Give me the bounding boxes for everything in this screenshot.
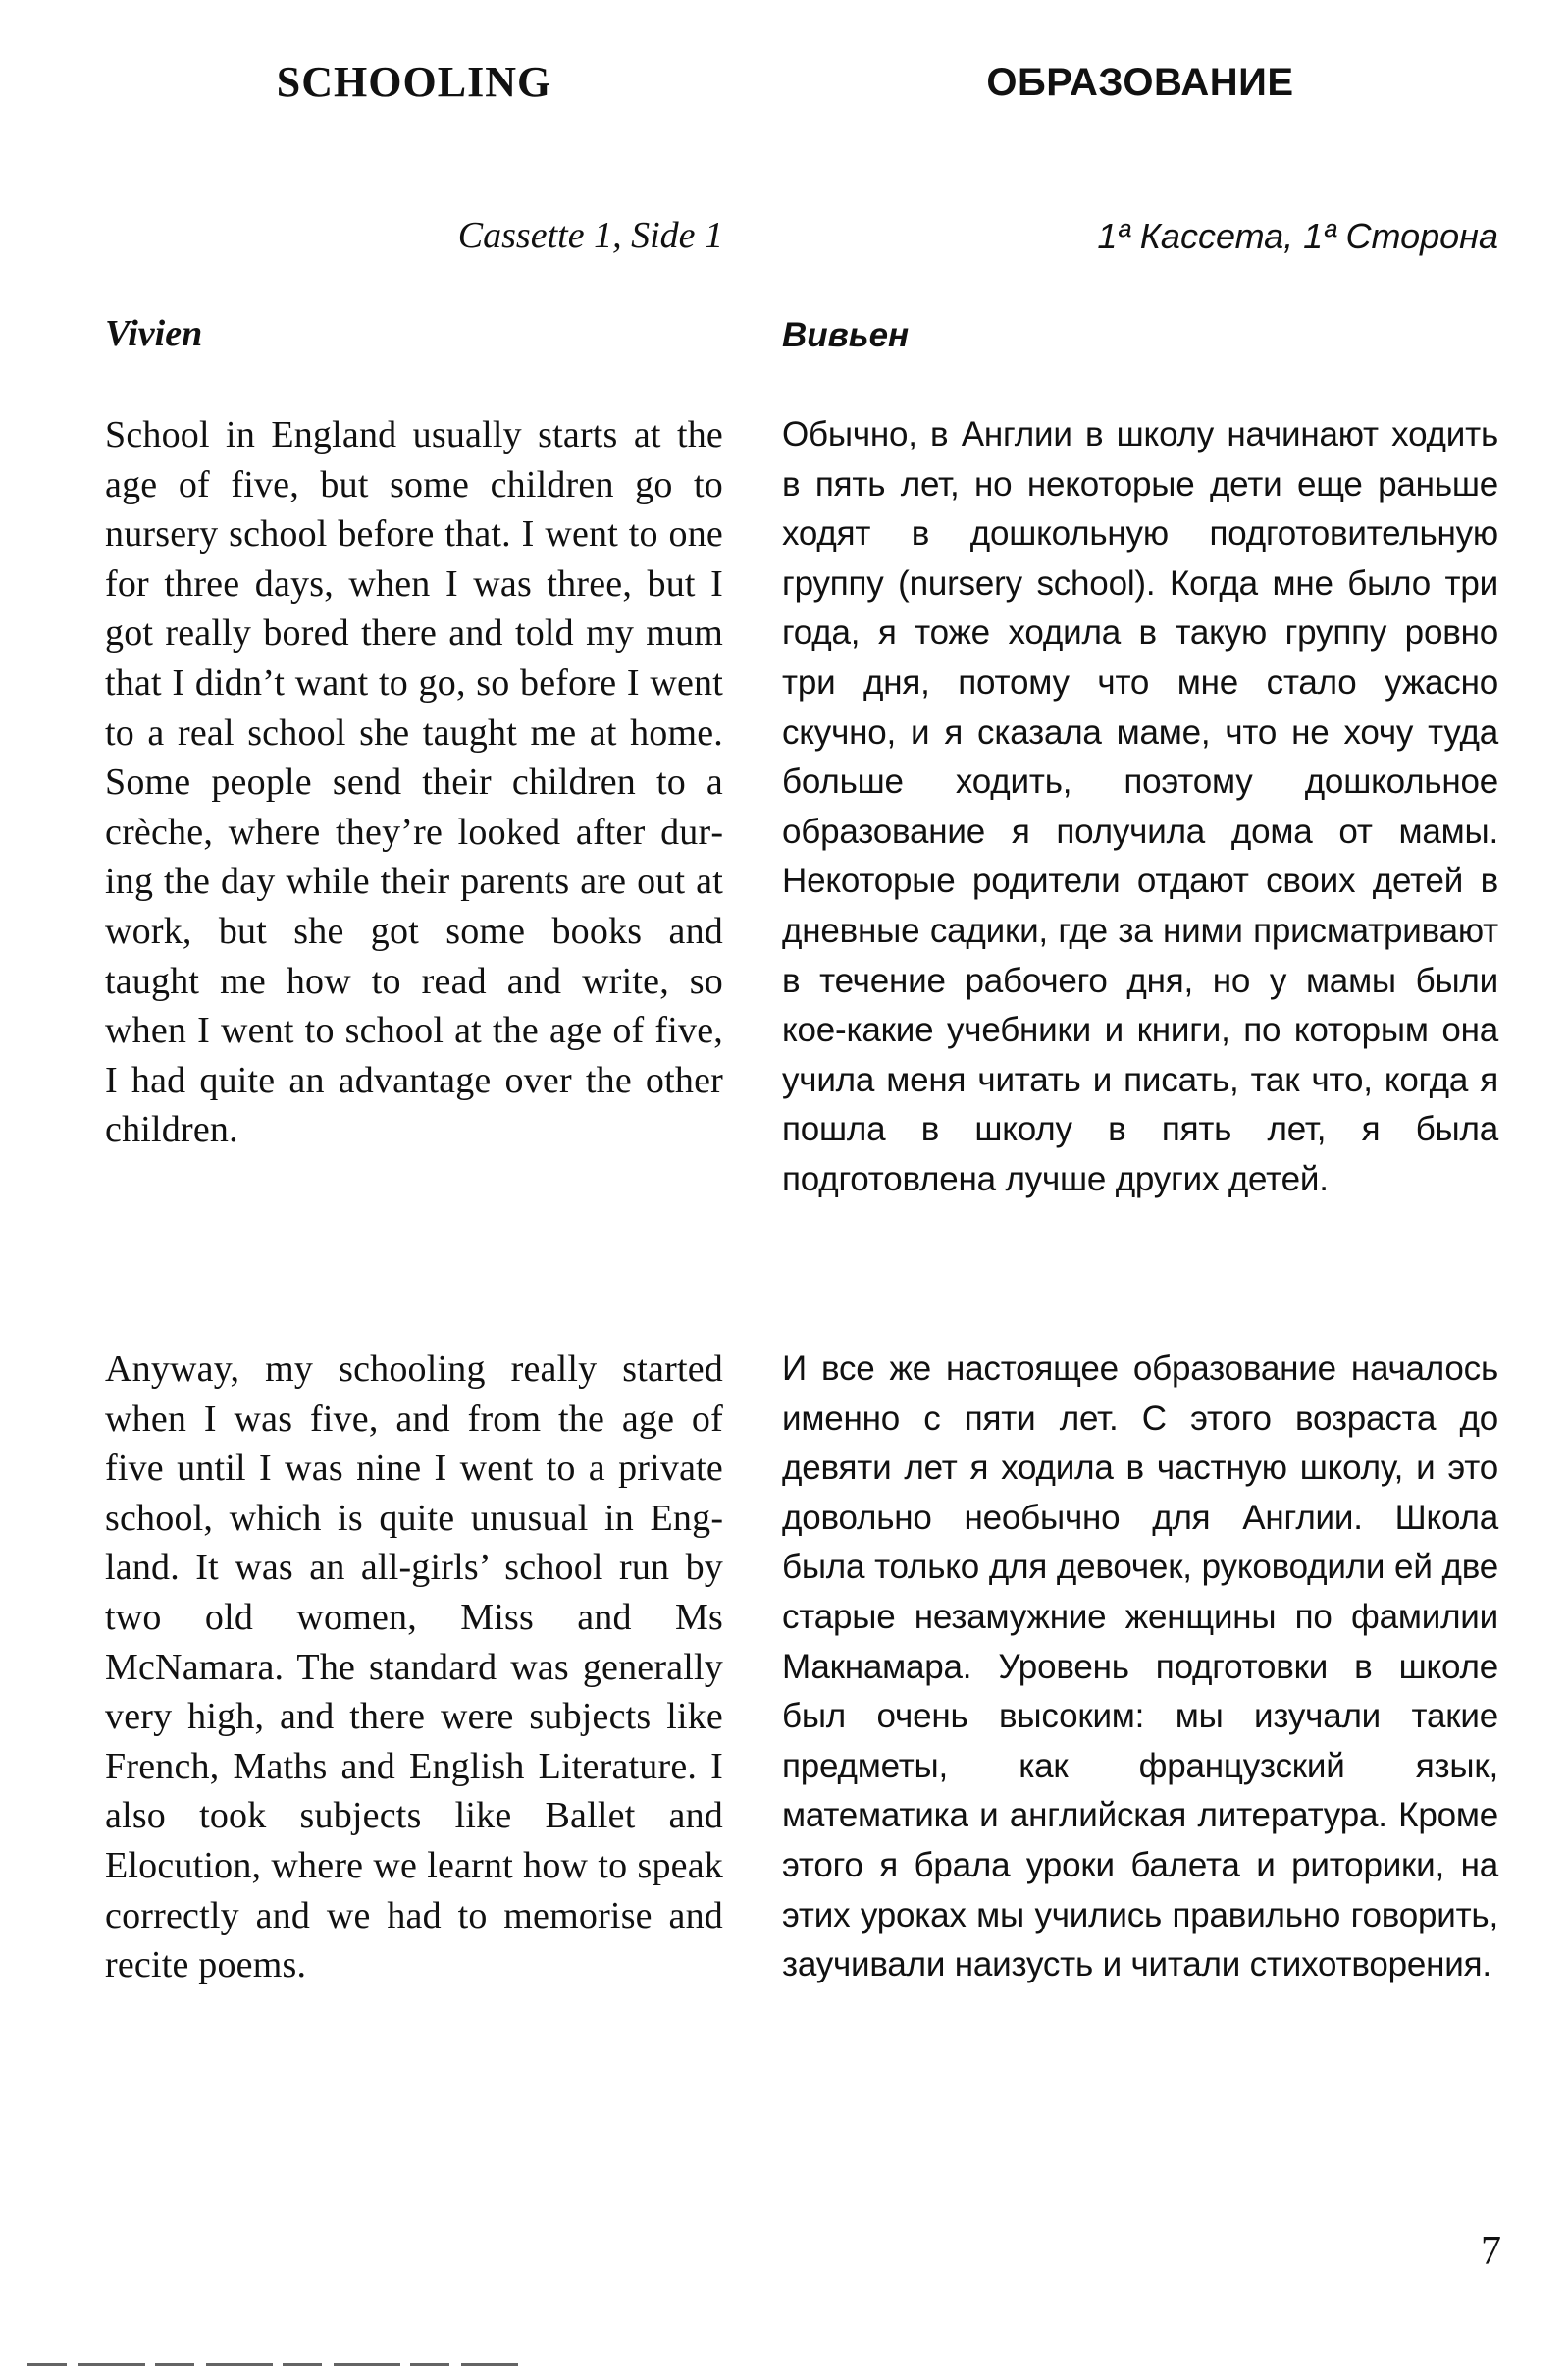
english-paragraph-2: Anyway, my schooling really started when I was five, and from the age of five until I was nine I went to a private school, which is quite unusual in England. It was an all-girls’ school run by two old women, Miss and Ms McNamara. The standard was generally very high, and there were subjects like French, Maths and English Literature. I also took subjects like Ballet and Elocution, where we learnt how to speak correctly and we had to memorise and recite poems.: [105, 1348, 723, 1986]
russian-paragraph-1: Обычно, в Англии в школу начинают ходить в пять лет, но некоторые дети еще раньше ходят в дошкольную подготовительную группу (nursery school). Когда мне было три года, я тоже ходила в такую группу ровно три дня, потому что мне стало ужасно скучно, и я сказала маме, что не хочу туда больше ходить, поэтому дошкольное образование я получила дома от мамы. Некоторые родители отдают своих детей в дневные садики, где за ними присматривают в течение рабочего дня, но у мамы были кое-какие учебники и книги, по которым она учила меня читать и писать, так что, когда я пошла в школу в пять лет, я была подготовлена лучше других детей.: [782, 415, 1498, 1198]
page-number: 7: [1481, 2229, 1501, 2274]
english-paragraph-1: School in England usually starts at the age of five, but some children go to nursery school before that. I went to one for three days, when I was three, but I got really bored there and told my mum that I didn’t want to go, so before I went to a real school she taught me at home. Some people send their children to a crèche, where they’re looked after during the day while their parents are out at work, but she got some books and taught me how to read and write, so when I went to school at the age of five, I had quite an advantage over the other children.: [105, 414, 723, 1151]
russian-speaker-name: Вивьен: [782, 316, 910, 354]
russian-title: ОБРАЗОВАНИЕ: [986, 61, 1294, 104]
scan-edge-rule: [27, 2363, 518, 2366]
russian-cassette-label: 1ª Кассета, 1ª Сторона: [1097, 216, 1498, 256]
english-title: SCHOOLING: [276, 58, 552, 106]
english-speaker-name: Vivien: [105, 313, 203, 354]
english-cassette-label: Cassette 1, Side 1: [457, 215, 723, 256]
russian-paragraph-2: И все же настоящее образование началось именно с пяти лет. С этого возраста до девяти лет я ходила в частную школу, и это довольно необычно для Англии. Школа была только для девочек, руководили ей две старые незамужние женщины по фамилии Макнамара. Уровень подготовки в школе был очень высоким: мы изучали такие предметы, как французский язык, математика и английская литература. Кроме этого я брала уроки балета и риторики, на этих уроках мы учились правильно говорить, заучивали наизусть и читали стихотворения.: [782, 1349, 1498, 1984]
